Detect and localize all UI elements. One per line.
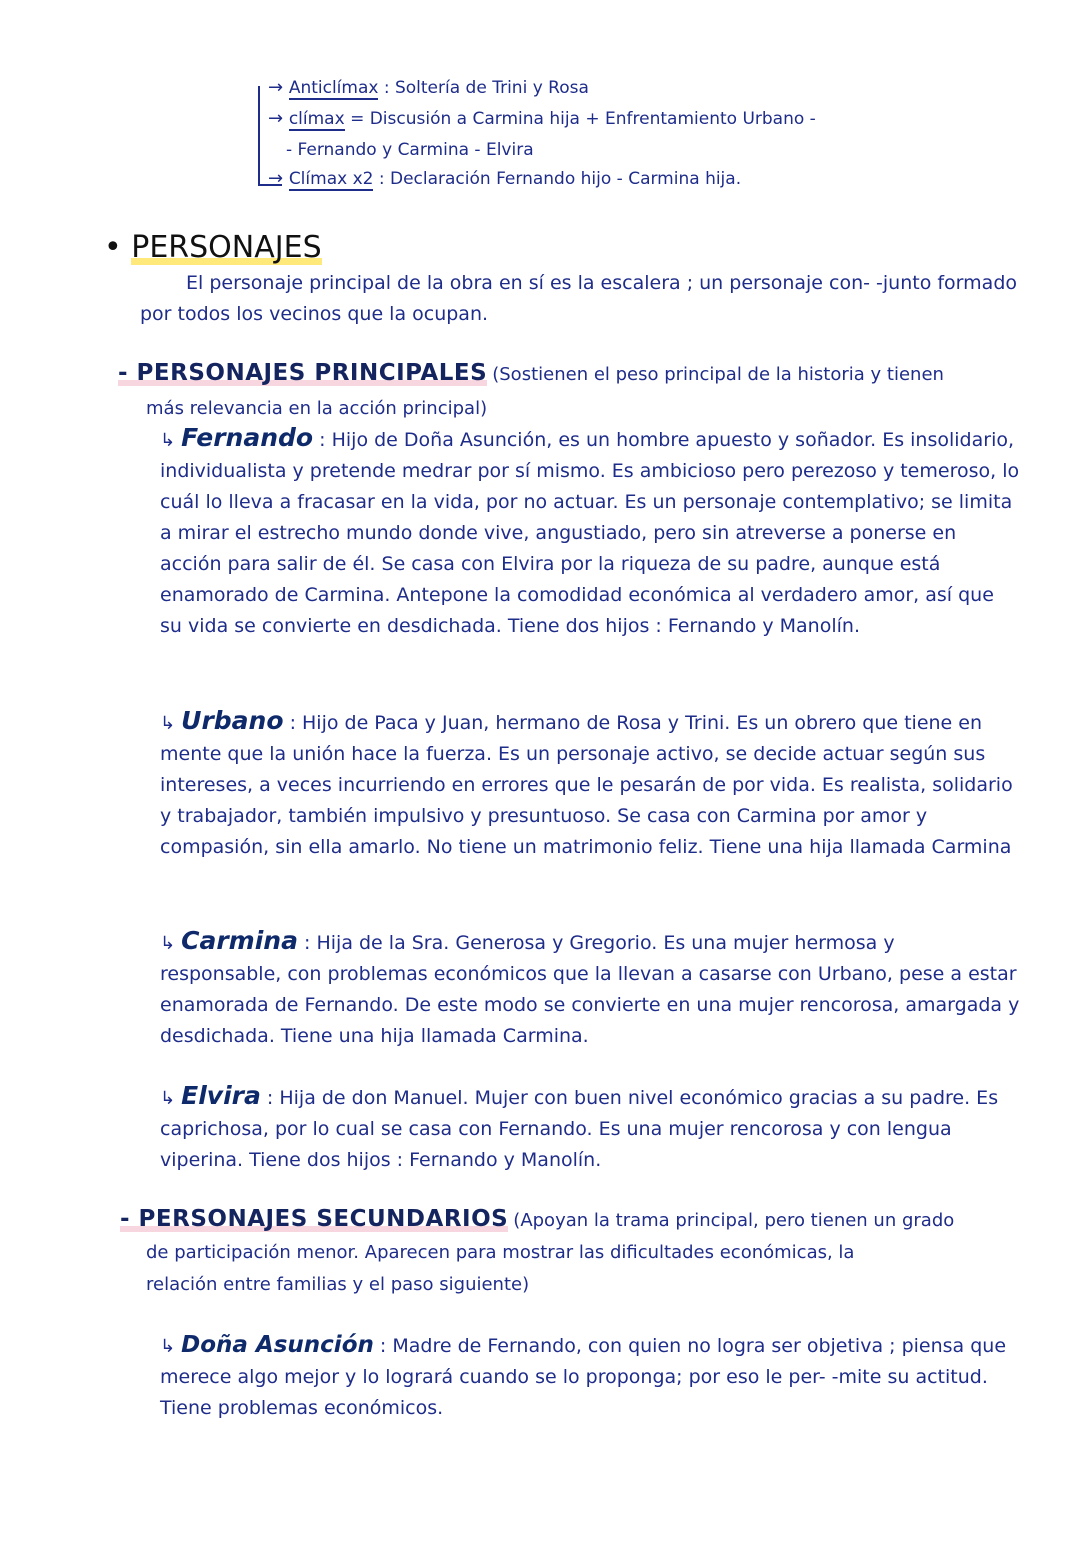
character-text: : Hijo de Doña Asunción, es un hombre apuesto y soñador. Es insolidario, individualista y pretende medrar por sí mismo. Es ambicioso pero perezoso y temeroso, lo cuál lo lleva a fracasar en la vida, por no actuar. Es un personaje contemplativo; se limita a mirar el estrecho mundo donde vive, angustiado, pero sin atreverse a ponerse en acción para salir de él. Se casa con Elvira por la riqueza de su padre, aunque está enamorado de Carmina. Antepone la comodidad económica al verdadero amor, así que su vida se convierte en desdichada. Tiene dos hijos : Fernando y Manolín. bbox=[160, 429, 1020, 637]
secundarios-desc-line3: relación entre familias y el paso siguiente) bbox=[146, 1274, 530, 1295]
climax2-term: Clímax x2 bbox=[288, 169, 374, 189]
character-text: : Madre de Fernando, con quien no logra ser objetiva ; piensa que merece algo mejor y lo logrará cuando se lo proponga; por eso le per- -mite su actitud. Tiene problemas económicos. bbox=[160, 1335, 1007, 1419]
list-item bbox=[286, 140, 534, 160]
climax-desc: = Discusión a Carmina hija + Enfrentamiento Urbano - bbox=[350, 109, 816, 129]
character-elvira bbox=[160, 1080, 1020, 1176]
arrow-icon: ↳ bbox=[160, 933, 176, 954]
character-dona-asuncion bbox=[160, 1330, 1020, 1424]
character-name: Urbano bbox=[181, 706, 284, 735]
secundarios-desc-line1: (Apoyan la trama principal, pero tienen un grado bbox=[513, 1210, 955, 1231]
secundarios-heading-row bbox=[120, 1206, 954, 1232]
climax-term: clímax bbox=[288, 109, 345, 129]
page-title: PERSONAJES bbox=[131, 230, 322, 265]
anticlimax-term: Anticlímax bbox=[288, 78, 379, 98]
climax2-desc: : Declaración Fernando hijo - Carmina hija. bbox=[378, 169, 742, 189]
character-text: : Hijo de Paca y Juan, hermano de Rosa y Trini. Es un obrero que tiene en mente que la unión hace la fuerza. Es un personaje activo, se decide actuar según sus intereses, a veces incurriendo en errores que le pesarán de por vida. Es realista, solidario y trabajador, también impulsivo y presuntuoso. Se casa con Carmina por amor y compasión, sin ella amarlo. No tiene un matrimonio feliz. Tiene una hija llamada Carmina bbox=[160, 712, 1013, 858]
list-bracket bbox=[258, 86, 260, 186]
character-name: Fernando bbox=[181, 423, 314, 452]
principales-heading: - PERSONAJES PRINCIPALES bbox=[118, 360, 488, 386]
list-item: → Anticlímax : Soltería de Trini y Rosa bbox=[268, 77, 589, 98]
character-fernando bbox=[160, 422, 1020, 642]
character-carmina bbox=[160, 925, 1020, 1052]
character-name: Elvira bbox=[181, 1081, 261, 1110]
arrow-icon: ↳ bbox=[160, 430, 176, 451]
personajes-title-row bbox=[104, 230, 322, 265]
arrow-icon: ↳ bbox=[160, 1088, 176, 1109]
bullet: • bbox=[104, 230, 122, 265]
anticlimax-desc: : Soltería de Trini y Rosa bbox=[383, 78, 589, 98]
list-item: → Clímax x2 : Declaración Fernando hijo - Carmina hija. bbox=[268, 168, 742, 189]
personajes-intro: El personaje principal de la obra en sí es la escalera ; un personaje con- -junto formado por todos los vecinos que la ocupan. bbox=[140, 272, 1017, 325]
list-item: → clímax = Discusión a Carmina hija + Enfrentamiento Urbano - bbox=[268, 108, 816, 129]
character-name: Carmina bbox=[181, 926, 298, 955]
secundarios-desc-line2: de participación menor. Aparecen para mostrar las dificultades económicas, la bbox=[146, 1242, 855, 1263]
climax-desc-cont: - Fernando y Carmina - Elvira bbox=[286, 140, 534, 160]
character-text: : Hija de don Manuel. Mujer con buen nivel económico gracias a su padre. Es caprichosa, por lo cual se casa con Fernando. Es una mujer rencorosa y con lengua viperina. Tiene dos hijos : Fernando y Manolín. bbox=[160, 1087, 999, 1171]
character-name: Doña Asunción bbox=[181, 1332, 374, 1358]
principales-desc-line2: más relevancia en la acción principal) bbox=[146, 398, 488, 419]
principales-desc-line1: (Sostienen el peso principal de la historia y tienen bbox=[492, 364, 944, 385]
arrow-icon: ↳ bbox=[160, 1336, 176, 1357]
character-text: : Hija de la Sra. Generosa y Gregorio. Es una mujer hermosa y responsable, con problemas económicos que la llevan a casarse con Urbano, pese a estar enamorada de Fernando. De este modo se convierte en una mujer rencorosa, amargada y desdichada. Tiene una hija llamada Carmina. bbox=[160, 932, 1020, 1047]
principales-heading-row bbox=[118, 360, 944, 386]
character-urbano bbox=[160, 705, 1020, 863]
secundarios-heading: - PERSONAJES SECUNDARIOS bbox=[120, 1206, 509, 1232]
arrow-icon: ↳ bbox=[160, 713, 176, 734]
